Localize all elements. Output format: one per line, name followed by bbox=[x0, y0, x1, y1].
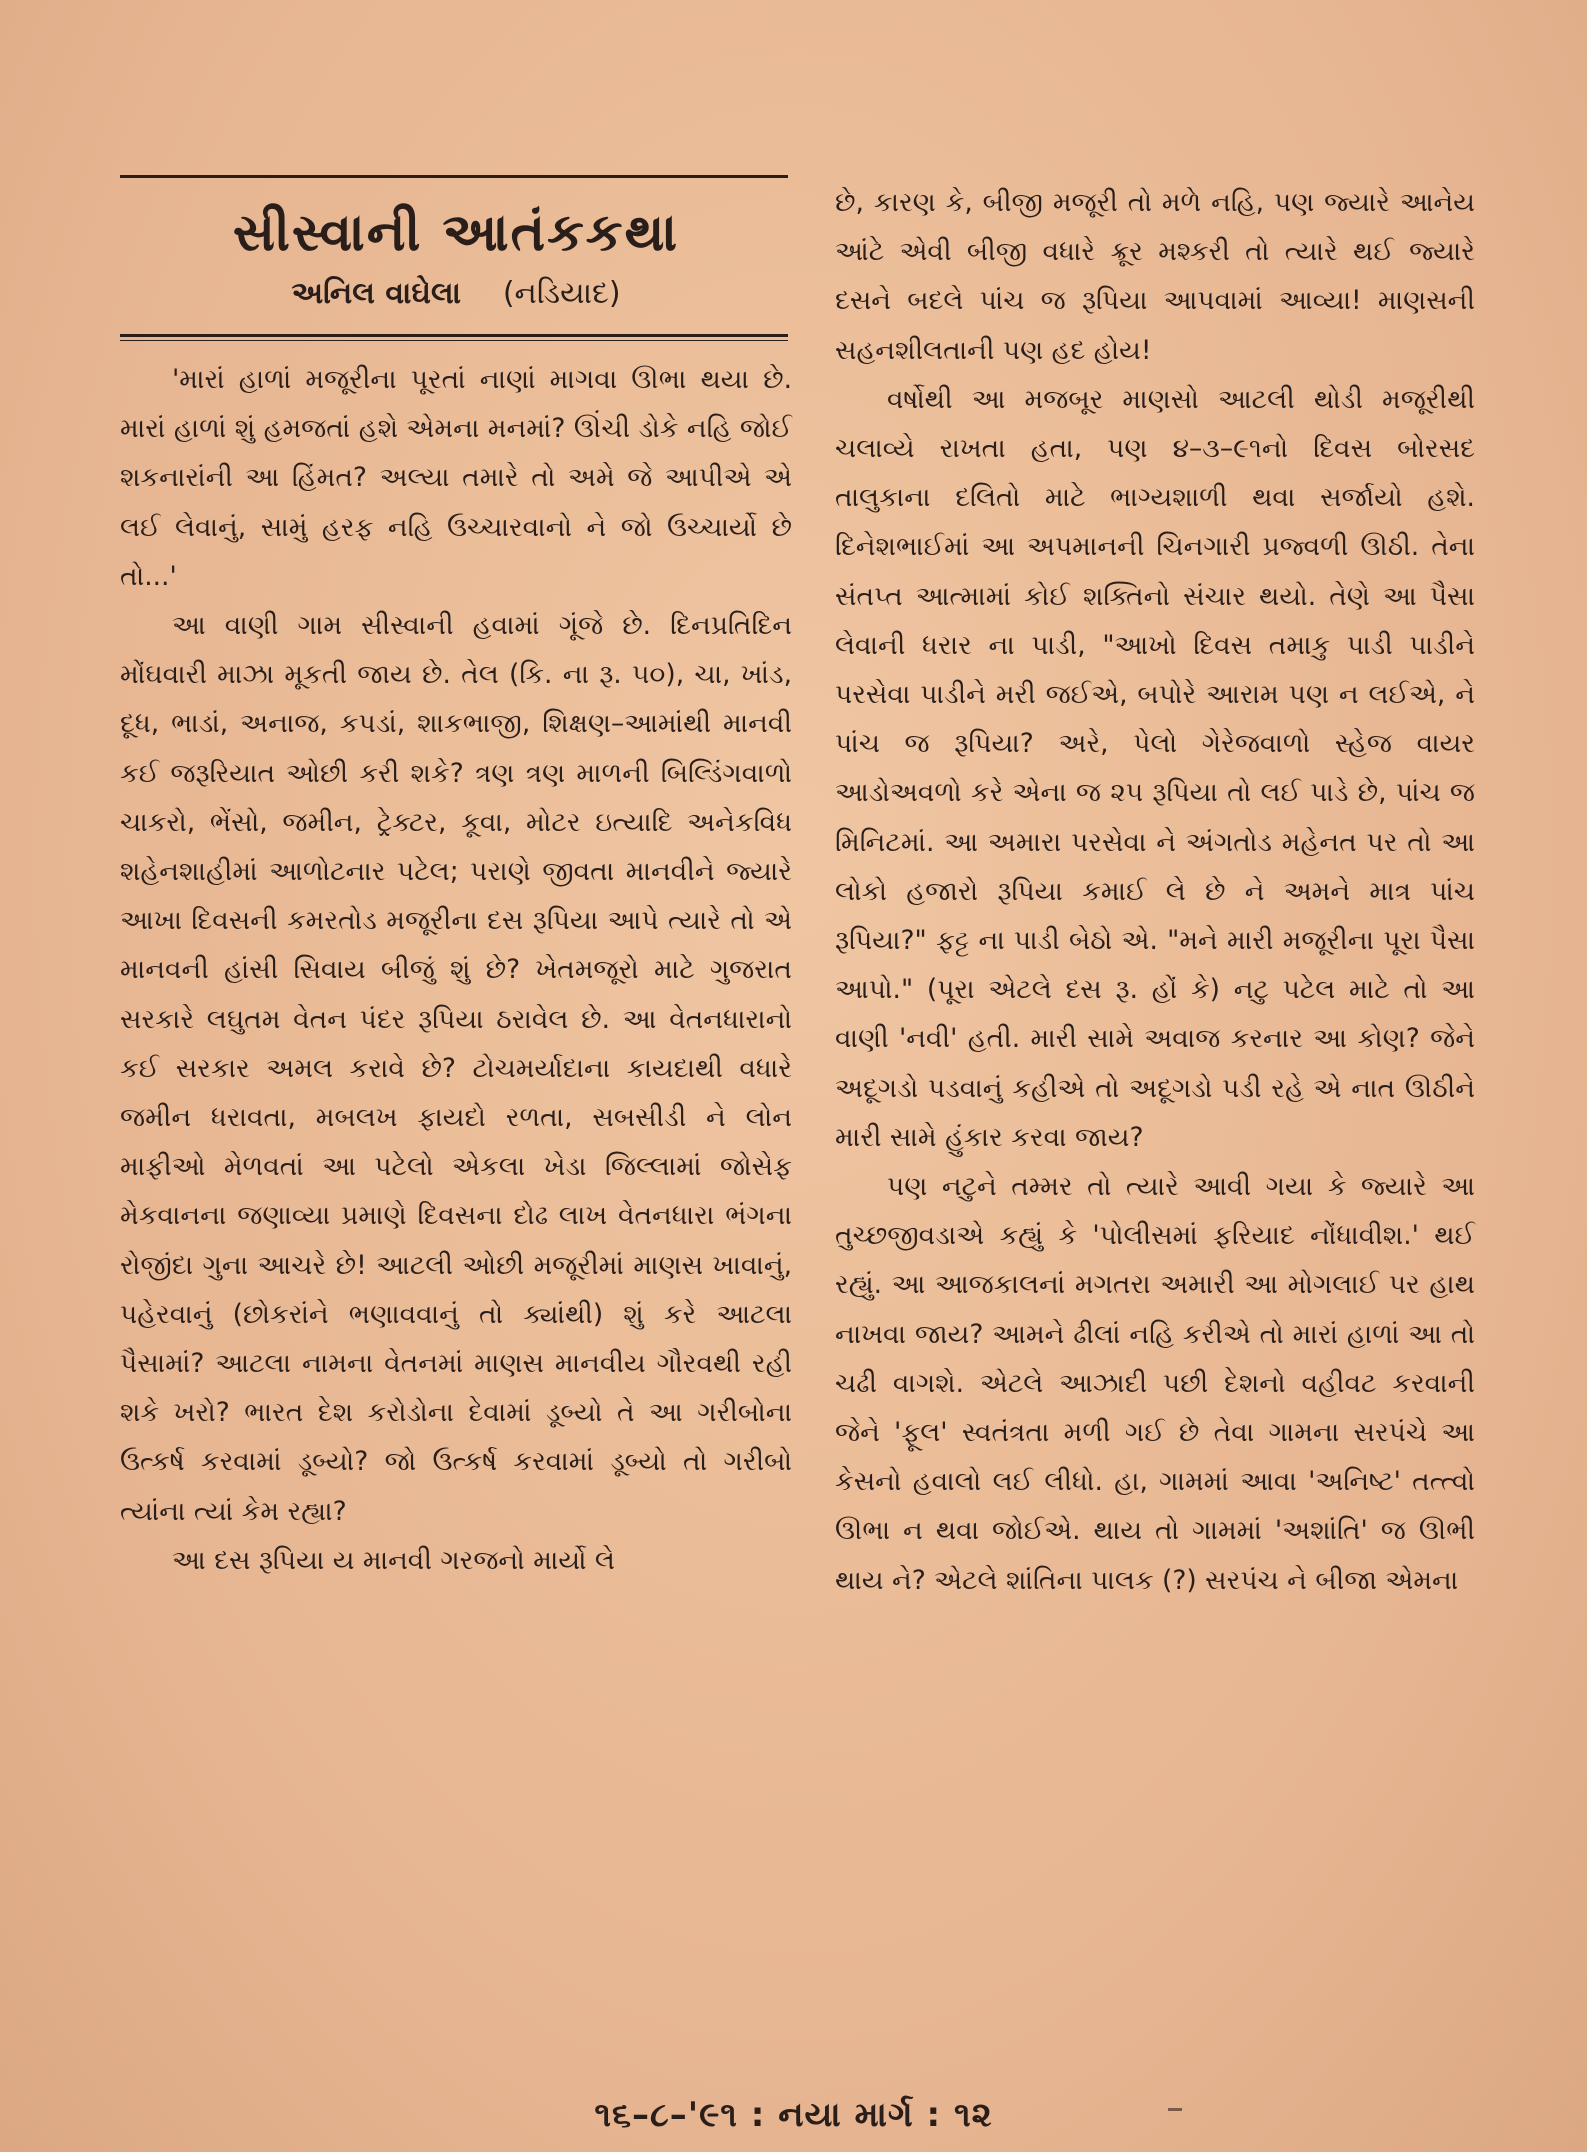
right-column bbox=[835, 178, 1475, 1605]
left-paragraph-2: આ વાણી ગામ સીસ્વાની હવામાં ગૂંજે છે. દિનપ્રતિદિન મોંઘવારી માઝા મૂકતી જાય છે. તેલ (કિ. ના રૂ. ૫૦), ચા, ખાંડ, દૂધ, ભાડાં, અનાજ, કપડાં, શાકભાજી, શિક્ષણ–આમાંથી માનવી કઈ જરૂરિયાત ઓછી કરી શકે? ત્રણ ત્રણ માળની બિલ્ડિંગવાળો ચાકરો, ભેંસો, જમીન, ટ્રેક્ટર, કૂવા, મોટર ઇત્યાદિ અનેકવિધ શહેનશાહીમાં આળોટનાર પટેલ; પરાણે જીવતા માનવીને જ્યારે આખા દિવસની કમરતોડ મજૂરીના દસ રૂપિયા આપે ત્યારે તો એ માનવની હાંસી સિવાય બીજું શું છે? ખેતમજૂરો માટે ગુજરાત સરકારે લઘુતમ વેતન પંદર રૂપિયા ઠરાવેલ છે. આ વેતનધારાનો કઈ સરકાર અમલ કરાવે છે? ટોચમર્યાદાના કાયદાથી વધારે જમીન ધરાવતા, મબલખ ફાયદો રળતા, સબસીડી ને લોન માફીઓ મેળવતાં આ પટેલો એકલા ખેડા જિલ્લામાં જોસેફ મેકવાનના જણાવ્યા પ્રમાણે દિવસના દોઢ લાખ વેતનધારા ભંગના રોજીંદા ગુના આચરે છે! આટલી ઓછી મજૂરીમાં માણસ ખાવાનું, પહેરવાનું (છોકરાંને ભણાવવાનું તો ક્યાંથી) શું કરે આટલા પૈસામાં? આટલા નામના વેતનમાં માણસ માનવીય ગૌરવથી રહી શકે ખરો? ભારત દેશ કરોડોના દેવામાં ડૂબ્યો તે આ ગરીબોના ઉત્કર્ષ કરવામાં ડૂબ્યો? જો ઉત્કર્ષ કરવામાં ડૂબ્યો તો ગરીબો ત્યાંના ત્યાં કેમ રહ્યા? bbox=[120, 610, 792, 1527]
left-paragraph-3: આ દસ રૂપિયા ય માનવી ગરજનો માર્યો લે bbox=[172, 1544, 615, 1576]
double-rule bbox=[120, 334, 788, 341]
author-line bbox=[120, 272, 792, 316]
article-title: સીસ્વાની આતંકકથા bbox=[232, 203, 680, 263]
left-column bbox=[120, 175, 792, 1585]
author-place: (નડિયાદ) bbox=[502, 276, 621, 311]
page-footer: ૧૬–૮–'૯૧ : નયા માર્ગ : ૧૨ bbox=[594, 2095, 993, 2135]
right-paragraph-3: પણ નટુને તમ્મર તો ત્યારે આવી ગયા કે જ્યારે આ તુચ્છજીવડાએ કહ્યું કે 'પોલીસમાં ફરિયાદ નોંધાવીશ.' થઈ રહ્યું. આ આજકાલનાં મગતરા અમારી આ મોગલાઈ પર હાથ નાખવા જાય? આમને ઢીલાં નહિ કરીએ તો મારાં હાળાં આ તો ચઢી વાગશે. એટલે આઝાદી પછી દેશનો વહીવટ કરવાની જેને 'ફૂલ' સ્વતંત્રતા મળી ગઈ છે તેવા ગામના સરપંચે આ કેસનો હવાલો લઈ લીધો. હા, ગામમાં આવા 'અનિષ્ટ' તત્ત્વો ઊભા ન થવા જોઈએ. થાય તો ગામમાં 'અશાંતિ' જ ઊભી થાય ને? એટલે શાંતિના પાલક (?) સરપંચ ને બીજા એમના bbox=[835, 1171, 1475, 1596]
left-paragraph-1: 'મારાં હાળાં મજૂરીના પૂરતાં નાણાં માગવા ઊભા થયા છે. મારાં હાળાં શું હમજતાં હશે એમના મનમાં? ઊંચી ડોકે નહિ જોઈ શકનારાંની આ હિંમત? અલ્યા તમારે તો અમે જે આપીએ એ લઈ લેવાનું, સામું હરફ નહિ ઉચ્ચારવાનો ને જો ઉચ્ચાર્યો છે તો...' bbox=[120, 364, 792, 592]
right-paragraph-1: છે, કારણ કે, બીજી મજૂરી તો મળે નહિ, પણ જ્યારે આનેય આંટે એવી બીજી વધારે ક્રૂર મશ્કરી તો ત્યારે થઈ જ્યારે દસને બદલે પાંચ જ રૂપિયા આપવામાં આવ્યા! માણસની સહનશીલતાની પણ હદ હોય! bbox=[835, 187, 1475, 366]
print-mark bbox=[1168, 2108, 1182, 2111]
top-rule bbox=[120, 175, 788, 178]
right-paragraph-2: વર્ષોથી આ મજબૂર માણસો આટલી થોડી મજૂરીથી ચલાવ્યે રાખતા હતા, પણ ૪–૩–૯૧નો દિવસ બોરસદ તાલુકાના દલિતો માટે ભાગ્યશાળી થવા સર્જાયો હશે. દિનેશભાઈમાં આ અપમાનની ચિનગારી પ્રજ્વળી ઊઠી. તેના સંતપ્ત આત્મામાં કોઈ શક્તિનો સંચાર થયો. તેણે આ પૈસા લેવાની ધરાર ના પાડી, "આખો દિવસ તમાકુ પાડી પાડીને પરસેવા પાડીને મરી જઈએ, બપોરે આરામ પણ ન લઈએ, ને પાંચ જ રૂપિયા? અરે, પેલો ગેરેજવાળો સ્હેજ વાયર આડોઅવળો કરે એના જ ૨૫ રૂપિયા તો લઈ પાડે છે, પાંચ જ મિનિટમાં. આ અમારા પરસેવા ને અંગતોડ મહેનત પર તો આ લોકો હજારો રૂપિયા કમાઈ લે છે ને અમને માત્ર પાંચ રૂપિયા?" ફટ્ટ ના પાડી બેઠો એ. "મને મારી મજૂરીના પૂરા પૈસા આપો." (પૂરા એટલે દસ રૂ. હોં કે) નટુ પટેલ માટે તો આ વાણી 'નવી' હતી. મારી સામે અવાજ કરનાર આ કોણ? જેને અદૂગડો પડવાનું કહીએ તો અદૂગડો પડી રહે એ નાત ઊઠીને મારી સામે હુંકાર કરવા જાય? bbox=[835, 383, 1475, 1153]
author-name: અનિલ વાઘેલા bbox=[291, 276, 462, 311]
